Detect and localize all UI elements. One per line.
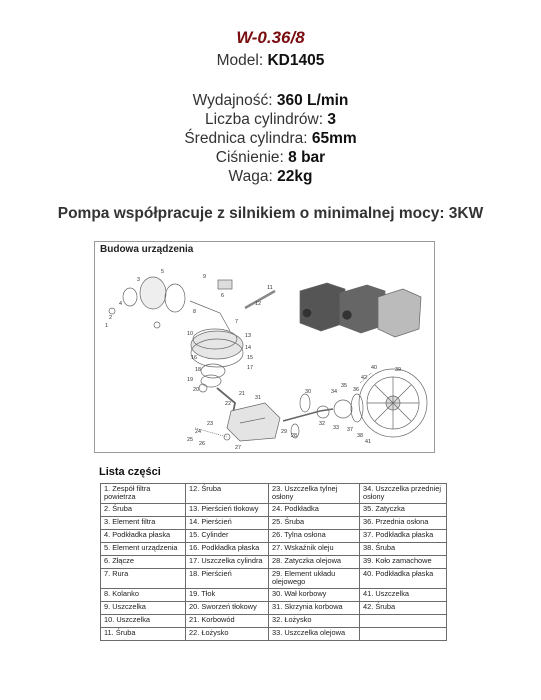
gasket-part xyxy=(300,394,310,412)
callout: 32 xyxy=(319,421,325,427)
part-cell: 14. Pierścień xyxy=(186,516,269,529)
callout: 26 xyxy=(199,441,205,447)
table-row xyxy=(101,601,447,614)
part-cell: 12. Śruba xyxy=(186,484,269,504)
callout: 18 xyxy=(195,367,201,373)
callout: 40 xyxy=(371,365,377,371)
part-cell: 16. Podkładka płaska xyxy=(186,542,269,555)
part-cell: 28. Zatyczka olejowa xyxy=(269,555,360,568)
model-value: KD1405 xyxy=(267,52,325,69)
part-cell: 19. Tłok xyxy=(186,588,269,601)
spec-label: Ciśnienie: xyxy=(215,149,284,166)
part-cell: 36. Przednia osłona xyxy=(360,516,447,529)
callout: 13 xyxy=(245,333,251,339)
exploded-diagram xyxy=(95,253,432,450)
callout: 11 xyxy=(267,285,273,291)
part-cell: 13. Pierścień tłokowy xyxy=(186,503,269,516)
part-cell: 33. Uszczelka olejowa xyxy=(269,627,360,640)
callout: 15 xyxy=(247,355,253,361)
part-cell xyxy=(360,627,447,640)
part-cell: 29. Element układu olejowego xyxy=(269,568,360,588)
spec-output xyxy=(0,92,541,110)
washer-part xyxy=(109,308,115,314)
part-cell: 11. Śruba xyxy=(101,627,186,640)
callout: 22 xyxy=(225,401,231,407)
part-cell: 10. Uszczelka xyxy=(101,614,186,627)
ring-part xyxy=(201,364,225,378)
callout: 36 xyxy=(353,387,359,393)
callout: 39 xyxy=(395,367,401,373)
spec-label: Średnica cylindra: xyxy=(184,130,308,147)
cylinder-head-part xyxy=(378,289,421,337)
spec-label: Liczba cylindrów: xyxy=(205,111,324,128)
motor-requirement xyxy=(0,205,541,223)
part-cell: 39. Koło zamachowe xyxy=(360,555,447,568)
bearing-part xyxy=(334,400,352,418)
part-cell: 38. Śruba xyxy=(360,542,447,555)
part-cell: 4. Podkładka płaska xyxy=(101,529,186,542)
callout: 42 xyxy=(361,375,367,381)
part-cell: 34. Uszczelka przedniej osłony xyxy=(360,484,447,504)
callout: 24 xyxy=(195,429,201,435)
piston-pin-part xyxy=(199,384,207,392)
table-row xyxy=(101,555,447,568)
part-cell: 21. Korbowód xyxy=(186,614,269,627)
table-row xyxy=(101,588,447,601)
callout: 4 xyxy=(119,301,122,307)
connector-part xyxy=(218,280,232,289)
ring-part xyxy=(201,375,221,387)
part-cell: 22. Łożysko xyxy=(186,627,269,640)
part-cell: 20. Sworzeń tłokowy xyxy=(186,601,269,614)
part-cell: 5. Element urządzenia xyxy=(101,542,186,555)
table-row xyxy=(101,503,447,516)
table-row xyxy=(101,516,447,529)
part-cell: 24. Podkładka xyxy=(269,503,360,516)
spec-cylinders xyxy=(0,111,541,129)
callout: 10 xyxy=(187,331,193,337)
table-row xyxy=(101,614,447,627)
model-label: Model: xyxy=(216,52,264,69)
washer-part xyxy=(154,322,160,328)
part-cell: 41. Uszczelka xyxy=(360,588,447,601)
part-cell: 15. Cylinder xyxy=(186,529,269,542)
table-row xyxy=(101,484,447,504)
part-cell: 32. Łożysko xyxy=(269,614,360,627)
part-cell: 1. Zespół filtra powietrza xyxy=(101,484,186,504)
parts-list-title: Lista części xyxy=(99,466,161,478)
callout: 8 xyxy=(193,309,196,315)
spec-weight xyxy=(0,168,541,186)
spec-value: 3 xyxy=(327,111,336,128)
callout: 38 xyxy=(357,433,363,439)
diagram-title: Budowa urządzenia xyxy=(100,244,194,255)
callout: 6 xyxy=(221,293,224,299)
table-row xyxy=(101,529,447,542)
spec-label: Wydajność: xyxy=(192,92,273,109)
model-name: W-0.36/8 xyxy=(236,28,305,47)
callout: 41 xyxy=(365,439,371,445)
spec-value: 65mm xyxy=(311,130,357,147)
head-bolt-part xyxy=(342,310,352,320)
air-filter-part xyxy=(165,284,185,312)
callout: 31 xyxy=(255,395,261,401)
part-cell: 25. Śruba xyxy=(269,516,360,529)
callout: 33 xyxy=(333,425,339,431)
part-cell: 6. Złącze xyxy=(101,555,186,568)
callout: 35 xyxy=(341,383,347,389)
callout: 29 xyxy=(281,429,287,435)
callout: 20 xyxy=(193,387,199,393)
part-cell: 31. Skrzynia korbowa xyxy=(269,601,360,614)
callout: 27 xyxy=(235,445,241,450)
part-cell: 27. Wskaźnik oleju xyxy=(269,542,360,555)
callout: 2 xyxy=(109,315,112,321)
table-row xyxy=(101,627,447,640)
callout: 25 xyxy=(187,437,193,443)
callout: 14 xyxy=(245,345,251,351)
callout: 28 xyxy=(291,433,297,439)
air-filter-part xyxy=(123,288,137,306)
spec-bore xyxy=(0,130,541,148)
callout: 19 xyxy=(187,377,193,383)
spec-value: 8 bar xyxy=(288,149,326,166)
part-cell: 42. Śruba xyxy=(360,601,447,614)
part-cell: 35. Zatyczka xyxy=(360,503,447,516)
callout: 21 xyxy=(239,391,245,397)
cylinder-head-part xyxy=(300,283,345,331)
part-cell: 2. Śruba xyxy=(101,503,186,516)
callout: 9 xyxy=(203,274,206,280)
motor-label: Pompa współpracuje z silnikiem o minimalnej mocy: xyxy=(57,205,445,222)
oil-plug-part xyxy=(224,434,230,440)
part-cell: 17. Uszczelka cylindra xyxy=(186,555,269,568)
callout: 7 xyxy=(235,319,238,325)
part-cell: 30. Wał korbowy xyxy=(269,588,360,601)
part-cell: 7. Rura xyxy=(101,568,186,588)
callout: 23 xyxy=(207,421,213,427)
part-cell: 3. Element filtra xyxy=(101,516,186,529)
spec-value: 360 L/min xyxy=(276,92,349,109)
front-cover-part xyxy=(351,394,363,422)
part-cell: 37. Podkładka płaska xyxy=(360,529,447,542)
part-cell: 9. Uszczelka xyxy=(101,601,186,614)
part-cell: 26. Tylna osłona xyxy=(269,529,360,542)
head-bolt-part xyxy=(302,308,312,318)
table-row xyxy=(101,568,447,588)
air-filter-part xyxy=(140,277,166,309)
part-cell: 40. Podkładka płaska xyxy=(360,568,447,588)
crankshaft-part xyxy=(283,409,333,421)
tube-part xyxy=(190,301,230,331)
crankcase-part xyxy=(227,403,280,441)
model-line xyxy=(0,52,541,70)
callout: 1 xyxy=(105,323,108,329)
callout: 17 xyxy=(247,365,253,371)
spec-label: Waga: xyxy=(228,168,273,185)
motor-value: 3KW xyxy=(448,205,484,222)
callout: 37 xyxy=(347,427,353,433)
part-cell: 8. Kolanko xyxy=(101,588,186,601)
parts-table xyxy=(100,483,447,641)
spec-pressure xyxy=(0,149,541,167)
table-row xyxy=(101,542,447,555)
callout: 3 xyxy=(137,277,140,283)
callout: 34 xyxy=(331,389,337,395)
part-cell: 23. Uszczelka tylnej osłony xyxy=(269,484,360,504)
part-cell xyxy=(360,614,447,627)
callout: 30 xyxy=(305,389,311,395)
spec-value: 22kg xyxy=(277,168,313,185)
callout: 16 xyxy=(191,355,197,361)
part-cell: 18. Pierścień xyxy=(186,568,269,588)
callout: 5 xyxy=(161,269,164,275)
callout: 12 xyxy=(255,301,261,307)
